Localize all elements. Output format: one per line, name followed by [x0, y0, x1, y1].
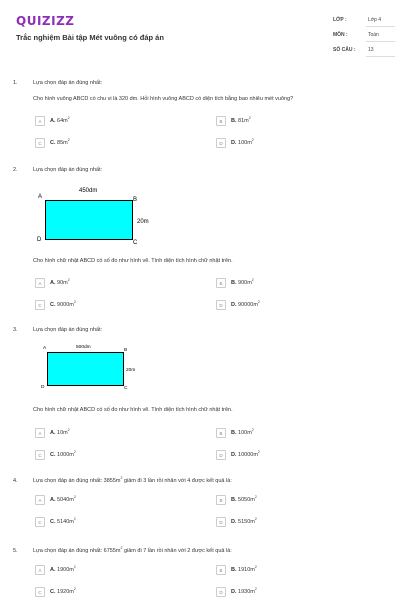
option-text [50, 280, 70, 286]
meta-label: SỐ CÂU : [333, 47, 356, 53]
question-number: 2. [13, 167, 18, 173]
option-value: 5140m [57, 519, 74, 525]
figure-vertex-b: B [124, 348, 128, 353]
meta-value: 13 [368, 47, 374, 53]
option-text [231, 567, 257, 573]
option-text [231, 140, 254, 146]
option-c[interactable] [35, 586, 76, 598]
option-exponent: 2 [73, 565, 76, 570]
option-box: C [35, 587, 45, 597]
question-number: 5. [13, 548, 18, 554]
figure-top-label: 500dm [76, 345, 91, 350]
option-a[interactable] [35, 115, 70, 127]
meta-value: Lớp 4 [368, 17, 382, 23]
option-exponent: 2 [67, 138, 70, 143]
option-box: B [216, 278, 226, 288]
prompt-text: Lựa chọn đáp án đúng nhất: 3855m [33, 478, 121, 484]
option-exponent: 2 [257, 300, 260, 305]
option-value: 1900m [57, 567, 74, 573]
option-d[interactable] [216, 137, 254, 149]
question-prompt: Lựa chọn đáp án đúng nhất: [33, 167, 103, 173]
figure-vertex-d: D [37, 237, 42, 243]
option-box: B [216, 428, 226, 438]
option-text [50, 140, 70, 146]
option-letter: C. [50, 302, 56, 308]
rectangle-figure [36, 187, 156, 249]
option-text [231, 302, 260, 308]
option-letter: B. [231, 497, 237, 503]
figure-side-label: 20m [137, 219, 149, 225]
option-box: A [35, 495, 45, 505]
option-letter: A. [50, 118, 56, 124]
option-value: 90000m [238, 302, 258, 308]
option-letter: B. [231, 118, 237, 124]
option-letter: D. [231, 302, 237, 308]
option-value: 100m [238, 140, 252, 146]
question-number: 3. [13, 327, 18, 333]
option-box: D [216, 450, 226, 460]
option-b[interactable] [216, 564, 257, 576]
option-letter: C. [50, 519, 56, 525]
question-body: Cho hình chữ nhật ABCD có số đo như hình vẽ. Tính diện tích hình chữ nhật trên. [33, 258, 233, 264]
option-value: 9000m [57, 302, 74, 308]
option-value: 81m [238, 118, 249, 124]
option-letter: D. [231, 452, 237, 458]
option-box: A [35, 428, 45, 438]
figure-top-label: 450dm [79, 188, 98, 194]
option-c[interactable] [35, 449, 76, 461]
option-a[interactable] [35, 427, 70, 439]
option-box: D [216, 587, 226, 597]
option-value: 10m [57, 430, 68, 436]
option-value: 1910m [238, 567, 255, 573]
meta-underline [366, 56, 395, 57]
option-box: B [216, 495, 226, 505]
option-letter: A. [50, 430, 56, 436]
question-prompt [33, 548, 232, 554]
option-text [50, 430, 70, 436]
meta-row-grade [333, 13, 395, 28]
meta-underline [366, 41, 395, 42]
option-box: C [35, 300, 45, 310]
option-letter: A. [50, 280, 56, 286]
option-letter: D. [231, 140, 237, 146]
option-c[interactable] [35, 299, 76, 311]
option-exponent: 2 [257, 450, 260, 455]
option-text [231, 519, 257, 525]
figure-vertex-b: B [133, 197, 138, 203]
option-letter: C. [50, 140, 56, 146]
option-text [50, 497, 76, 503]
option-letter: B. [231, 567, 237, 573]
option-box: C [35, 138, 45, 148]
option-value: 64m [57, 118, 68, 124]
option-box: A [35, 116, 45, 126]
worksheet-header [0, 0, 400, 62]
option-c[interactable] [35, 137, 70, 149]
option-exponent: 2 [73, 495, 76, 500]
option-exponent: 2 [73, 450, 76, 455]
question-prompt [33, 478, 232, 484]
option-value: 85m [57, 140, 68, 146]
option-c[interactable] [35, 516, 76, 528]
prompt-text: Lựa chọn đáp án đúng nhất: 6755m [33, 548, 121, 554]
option-exponent: 2 [251, 138, 254, 143]
rectangle-figure [36, 343, 146, 393]
option-box: C [35, 450, 45, 460]
option-value: 1920m [57, 589, 74, 595]
option-exponent: 2 [73, 587, 76, 592]
option-exponent: 2 [67, 278, 70, 283]
option-text [50, 589, 76, 595]
option-b[interactable] [216, 115, 251, 127]
meta-row-count [333, 43, 395, 58]
prompt-text-rest: giảm đi 3 lần rồi nhân với 4 được kết quả là: [122, 478, 232, 484]
option-box: B [216, 565, 226, 575]
cyan-rectangle [47, 352, 124, 386]
option-exponent: 2 [73, 517, 76, 522]
option-exponent: 2 [254, 517, 257, 522]
option-exponent: 2 [254, 565, 257, 570]
option-text [231, 452, 260, 458]
option-text [50, 519, 76, 525]
option-d[interactable] [216, 299, 260, 311]
option-value: 1930m [238, 589, 255, 595]
option-exponent: 2 [67, 116, 70, 121]
option-letter: A. [50, 497, 56, 503]
prompt-exponent: 2 [120, 476, 123, 481]
option-value: 5040m [57, 497, 74, 503]
option-value: 5050m [238, 497, 255, 503]
option-a[interactable] [35, 494, 76, 506]
option-value: 1000m [57, 452, 74, 458]
question-body: Cho hình vuông ABCD có chu vi là 320 dm. Hỏi hình vuông ABCD có diện tích bằng bao nhiêu mét vuông? [33, 96, 294, 102]
meta-label: LỚP : [333, 17, 347, 23]
option-letter: D. [231, 519, 237, 525]
option-letter: C. [50, 452, 56, 458]
meta-value: Toán [368, 32, 379, 38]
figure-vertex-d: D [41, 385, 45, 390]
question-body: Cho hình chữ nhật ABCD có số đo như hình vẽ. Tính diện tích hình chữ nhật trên. [33, 407, 233, 413]
question-prompt: Lựa chọn đáp án đúng nhất: [33, 80, 103, 86]
questions-area [0, 62, 400, 600]
option-letter: B. [231, 280, 237, 286]
option-exponent: 2 [248, 116, 251, 121]
option-box: A [35, 278, 45, 288]
option-a[interactable] [35, 277, 70, 289]
option-exponent: 2 [251, 428, 254, 433]
question-number: 4. [13, 478, 18, 484]
meta-row-subject [333, 28, 395, 43]
option-d[interactable] [216, 516, 257, 528]
option-text [50, 302, 76, 308]
figure-side-label: 20m [126, 368, 136, 373]
meta-underline [366, 26, 395, 27]
option-text [231, 280, 254, 286]
worksheet-meta [333, 13, 395, 58]
worksheet-title: Trắc nghiệm Bài tập Mét vuông có đáp án [16, 33, 164, 42]
option-exponent: 2 [73, 300, 76, 305]
option-letter: A. [50, 567, 56, 573]
cyan-rectangle [45, 200, 133, 240]
option-b[interactable] [216, 277, 254, 289]
option-box: D [216, 517, 226, 527]
option-value: 10000m [238, 452, 258, 458]
option-text [231, 118, 251, 124]
option-text [231, 589, 257, 595]
option-box: A [35, 565, 45, 575]
option-text [231, 430, 254, 436]
option-value: 90m [57, 280, 68, 286]
question-prompt: Lựa chọn đáp án đúng nhất: [33, 327, 103, 333]
option-exponent: 2 [251, 278, 254, 283]
option-exponent: 2 [67, 428, 70, 433]
prompt-text-rest: giảm đi 7 lần rồi nhân với 2 được kết quả là: [122, 548, 232, 554]
option-text [50, 452, 76, 458]
option-exponent: 2 [254, 587, 257, 592]
figure-vertex-a: A [43, 346, 47, 351]
option-box: C [35, 517, 45, 527]
option-letter: B. [231, 430, 237, 436]
option-text [50, 567, 76, 573]
option-value: 5150m [238, 519, 255, 525]
option-box: D [216, 138, 226, 148]
option-d[interactable] [216, 586, 257, 598]
option-b[interactable] [216, 494, 257, 506]
option-text [231, 497, 257, 503]
figure-vertex-c: C [133, 240, 138, 246]
meta-label: MÔN : [333, 32, 348, 38]
option-letter: C. [50, 589, 56, 595]
option-letter: D. [231, 589, 237, 595]
option-b[interactable] [216, 427, 254, 439]
option-value: 900m [238, 280, 252, 286]
option-box: B [216, 116, 226, 126]
prompt-exponent: 2 [120, 546, 123, 551]
option-d[interactable] [216, 449, 260, 461]
option-text [50, 118, 70, 124]
figure-vertex-a: A [38, 194, 43, 200]
quizizz-logo: QUIZIZZ [16, 14, 75, 28]
figure-vertex-c: C [124, 386, 128, 391]
option-exponent: 2 [254, 495, 257, 500]
option-value: 100m [238, 430, 252, 436]
option-box: D [216, 300, 226, 310]
option-a[interactable] [35, 564, 76, 576]
question-number: 1. [13, 80, 18, 86]
